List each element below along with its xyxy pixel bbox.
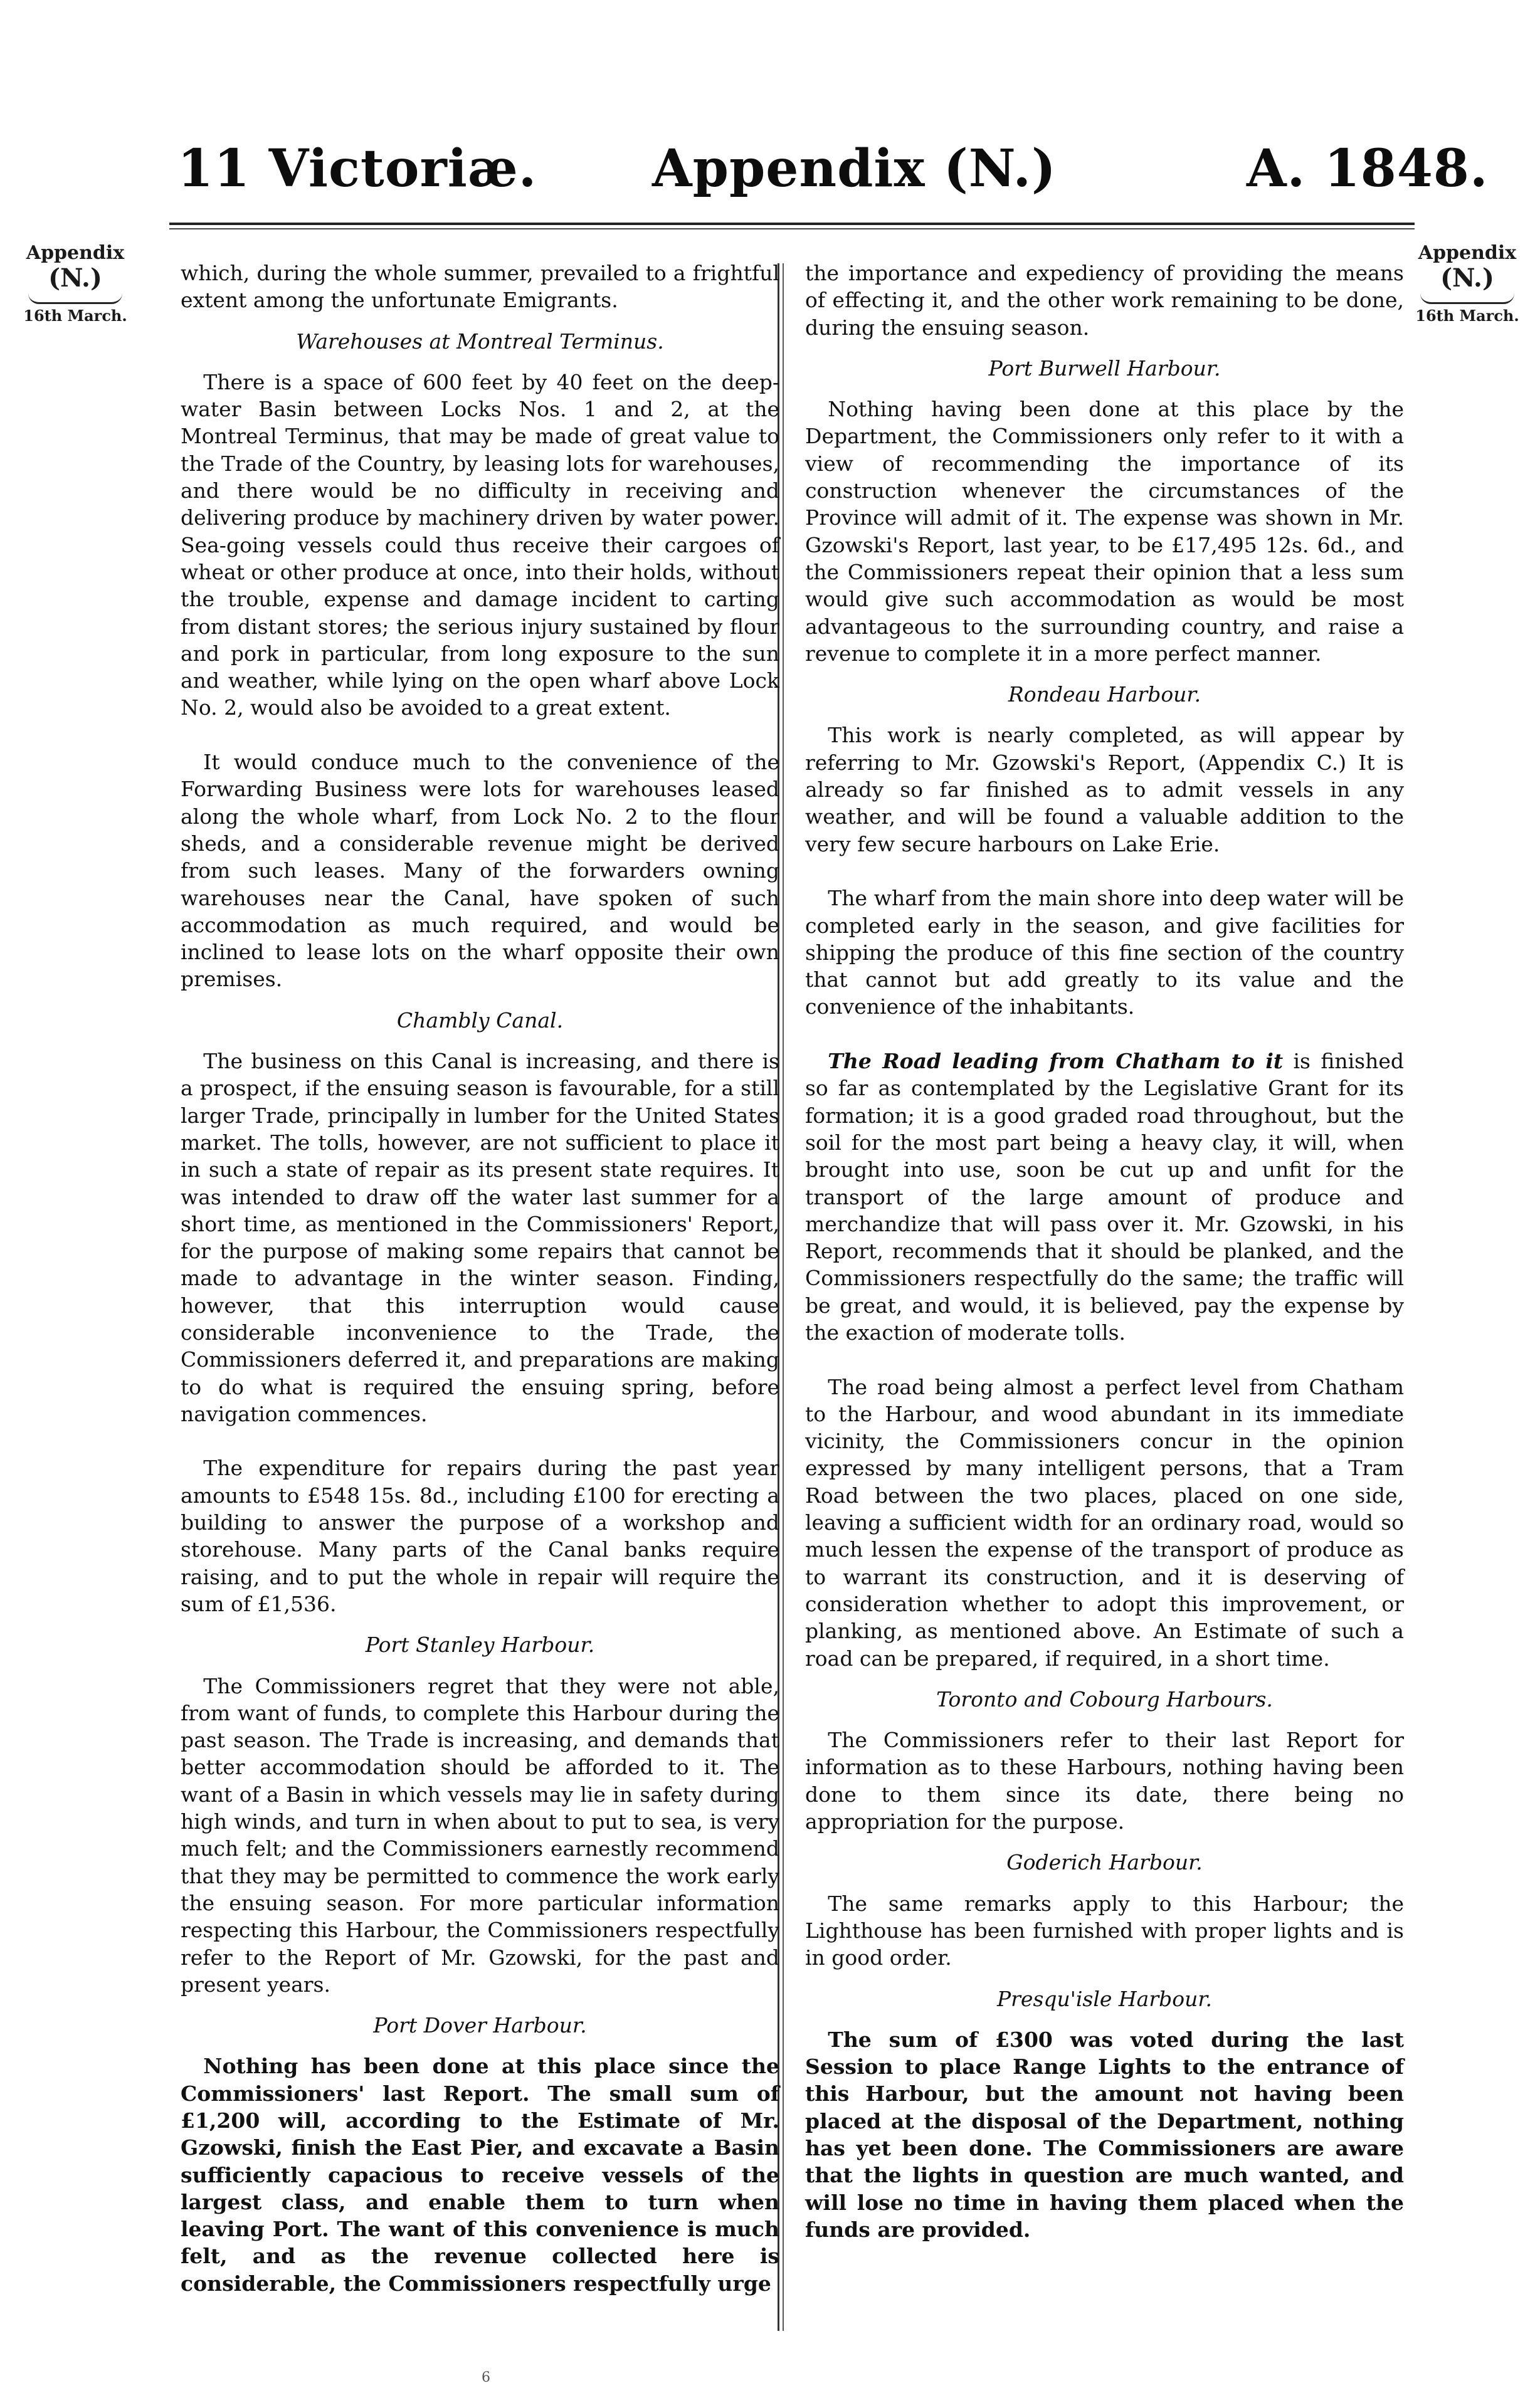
paragraph-port-burwell: Nothing having been done at this place by the Department, the Commissioners only refer to it with a view of recommending the importance of its construction whenever the circumstances of the Province will admit of it. The expense was shown in Mr. Gzowski's Report, last year, to be £17,495 12s. 6d., and the Commissioners repeat their opinion that a less sum would give such accommodation as would be most advantageous to the surrounding country, and raise a revenue to complete it in a more perfect manner.	[805, 397, 1404, 666]
paragraph-expenditure: The expenditure for repairs during the past year amounts to £548 15s. 8d., including £100 for erecting a building to answer the purpose of a workshop and storehouse. Many parts of the Canal banks require raising, and to put the whole in repair will require the sum of £1,536.	[181, 1456, 779, 1616]
margin-brace-icon	[1420, 293, 1514, 304]
paragraph-presquisle: The sum of £300 was voted during the last Session to place Range Lights to the entrance of this Harbour, but the amount not having been placed at the disposal of the Department, nothing has yet been done. The Commissioners are aware that the lights in question are much wanted, and will lose no time in having them placed when the funds are provided.	[805, 2027, 1404, 2242]
paragraph-port-stanley: The Commissioners regret that they were not able, from want of funds, to complete this Harbour during the past season. The Trade is increasing, and demands that better accommodation should be afforded to it. The want of a Basin in which vessels may lie in safety during high winds, and turn in when about to put to sea, is very much felt; and the Commissioners earnestly recommend that they may be permitted to commence the work early the ensuing season. For more particular information respecting this Harbour, the Commissioners respectfully refer to the Report of Mr. Gzowski, for the past and present years.	[181, 1673, 779, 1997]
chatham-road-text: is finished so far as contemplated by the Legislative Grant for its formation; it is a good graded road throughout, but the soil for the most part being a heavy clay, it will, when brought into use, soon be cut up and unfit for the transport of the large amount of produce and merchandize that will pass over it. Mr. Gzowski, in his Report, recommends that it should be planked, and the Commissioners respectfully do the same; the traffic will be great, and would, it is believed, pay the expense by the exaction of moderate tolls.	[805, 1049, 1404, 1345]
paragraph-emigrants: which, during the whole summer, prevailed to a frightful extent among the unfortunate Emigrants.	[181, 261, 779, 313]
footer-page-mark: 6	[482, 2370, 490, 2385]
paragraph-wharf: The wharf from the main shore into deep water will be completed early in the season, and give facilities for shipping the produce of this fine section of the country that cannot but add greatly to its value and the convenience of the inhabitants.	[805, 886, 1404, 1019]
paragraph-chatham-road	[805, 1048, 1404, 1346]
header-appendix-title: Appendix (N.)	[652, 139, 1057, 199]
header-rule	[169, 223, 1415, 225]
heading-rondeau: Rondeau Harbour.	[1008, 682, 1201, 707]
paragraph-port-dover: Nothing has been done at this place since the Commissioners' last Report. The small sum of £1,200 will, according to the Estimate of Mr. Gzowski, finish the East Pier, and excavate a Basin sufficiently capacious to receive vessels of the largest class, and enable them to turn when leaving Port. The want of this convenience is much felt, and as the revenue collected here is considerable, the Commissioners respectfully urge	[181, 2054, 779, 2296]
heading-port-burwell: Port Burwell Harbour.	[988, 355, 1221, 381]
paragraph-goderich: The same remarks apply to this Harbour; the Lighthouse has been furnished with proper lights and is in good order.	[805, 1891, 1404, 1970]
paragraph-tram-road: The road being almost a perfect level from Chatham to the Harbour, and wood abundant in its immediate vicinity, the Commissioners concur in the opinion expressed by many intelligent persons, that a Tram Road between the two places, placed on one side, leaving a sufficient width for an ordinary road, would so much lessen the expense of the transport of produce as to warrant its construction, and it is deserving of consideration whether to adopt this improvement, or planking, as mentioned above. An Estimate of such a road can be prepared, if required, in a short time.	[805, 1374, 1404, 1671]
margin-note-left	[13, 242, 138, 325]
chatham-road-lead: The Road leading from Chatham to it	[828, 1049, 1284, 1074]
margin-appendix-letter: (N.)	[48, 263, 102, 293]
header-year: A. 1848.	[1247, 139, 1489, 199]
heading-goderich: Goderich Harbour.	[1006, 1850, 1203, 1875]
header-rule-thin	[169, 228, 1415, 229]
heading-presquisle: Presqu'isle Harbour.	[996, 1986, 1213, 2011]
paragraph-rondeau: This work is nearly completed, as will appear by referring to Mr. Gzowski's Report, (Appendix C.) It is already so far finished as to admit vessels in any weather, and will be found a valuable addition to the very few secure harbours on Lake Erie.	[805, 723, 1404, 856]
margin-appendix-label: Appendix	[26, 242, 125, 264]
margin-appendix-label: Appendix	[1418, 242, 1517, 264]
heading-warehouses: Warehouses at Montreal Terminus.	[296, 329, 664, 354]
paragraph-warehouses: There is a space of 600 feet by 40 feet on the deep-water Basin between Locks Nos. 1 and 2, at the Montreal Terminus, that may be made of great value to the Trade of the Country, by leasing lots for warehouses, and there would be no difficulty in receiving and delivering produce by machinery driven by water power. Sea-going vessels could thus receive their cargoes of wheat or other produce at once, into their holds, without the trouble, expense and damage incident to carting from distant stores; the serious injury sustained by flour and pork in particular, from long exposure to the sun and weather, while lying on the open wharf above Lock No. 2, would also be avoided to a great extent.	[181, 369, 779, 720]
heading-port-dover: Port Dover Harbour.	[373, 2013, 587, 2038]
heading-chambly-canal: Chambly Canal.	[396, 1007, 564, 1033]
right-column	[805, 260, 1404, 2243]
margin-appendix-letter: (N.)	[1440, 263, 1494, 293]
margin-brace-icon	[28, 293, 122, 304]
heading-toronto-cobourg: Toronto and Cobourg Harbours.	[936, 1686, 1273, 1711]
paragraph-forwarding: It would conduce much to the convenience of the Forwarding Business were lots for warehouses leased along the whole wharf, from Lock No. 2 to the flour sheds, and a considerable revenue might be derived from such leases. Many of the forwarders owning warehouses near the Canal, have spoken of such accommodation as much required, and would be inclined to lease lots on the wharf opposite their own premises.	[181, 750, 779, 992]
heading-port-stanley: Port Stanley Harbour.	[365, 1632, 595, 1658]
paragraph-toronto-cobourg: The Commissioners refer to their last Report for information as to these Harbours, nothing having been done to them since its date, there being no appropriation for the purpose.	[805, 1728, 1404, 1834]
paragraph-chambly: The business on this Canal is increasing, and there is a prospect, if the ensuing season is favourable, for a still larger Trade, principally in lumber for the United States market. The tolls, however, are not sufficient to place it in such a state of repair as its present state requires. It was intended to draw off the water last summer for a short time, as mentioned in the Commissioners' Report, for the purpose of making some repairs that cannot be made to advantage in the winter season. Finding, however, that this interruption would cause considerable inconvenience to the Trade, the Commissioners deferred it, and preparations are making to do what is required the ensuing spring, before navigation commences.	[181, 1049, 779, 1426]
margin-date: 16th March.	[1415, 307, 1519, 325]
column-divider-thin	[783, 263, 784, 2331]
margin-date: 16th March.	[23, 307, 127, 325]
left-column	[181, 260, 779, 2297]
paragraph-expediency: the importance and expediency of providing the means of effecting it, and the other work remaining to be done, during the ensuing season.	[805, 261, 1404, 340]
header-session: 11 Victoriæ.	[177, 139, 537, 199]
margin-note-right	[1405, 242, 1530, 325]
